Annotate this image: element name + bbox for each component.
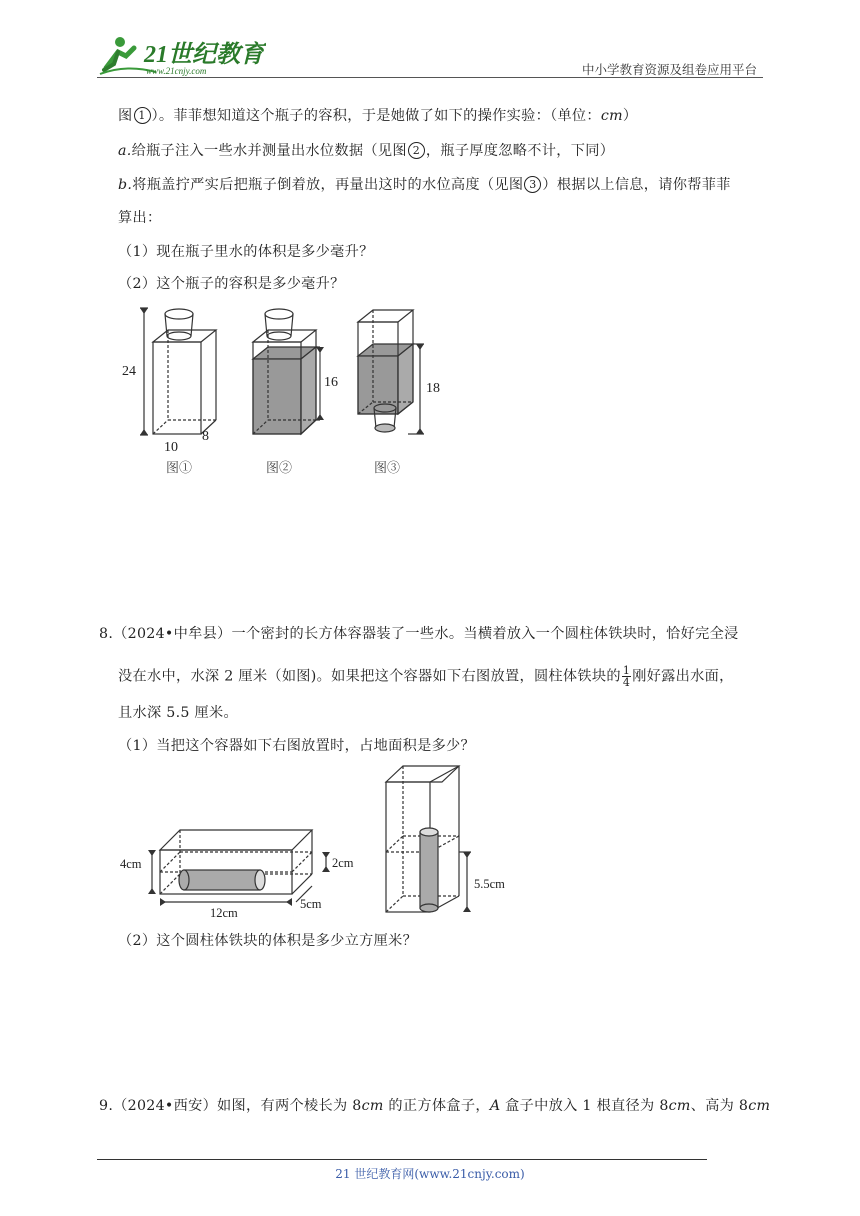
q7-step-a: a.给瓶子注入一些水并测量出水位数据（见图 2 ，瓶子厚度忽略不计，下同） [118, 143, 615, 159]
fig1-caption: 图① [166, 460, 193, 475]
fig3-caption: 图③ [374, 460, 401, 475]
q9-line-1: 9.（2024•西安）如图，有两个棱长为 8cm 的正方体盒子，A 盒子中放入 1 根直径为 8cm、高为 8cm [99, 1098, 771, 1114]
q7-subquestion-1: （1）现在瓶子里水的体积是多少毫升？ [118, 244, 374, 260]
container-figure [118, 760, 528, 925]
footer-text: 21 世纪教育网(www.21cnjy.com) [335, 1167, 525, 1181]
fig1-height-label: 24 [122, 364, 136, 379]
q7-intro-line: 图 1 ）。菲菲想知道这个瓶子的容积，于是她做了如下的操作实验：（单位：cm） [118, 108, 638, 124]
bottle-1-diagram [140, 308, 216, 435]
header-divider [97, 77, 763, 78]
q7-step-b-cont: 算出： [118, 210, 162, 226]
bottle-3-diagram [358, 310, 424, 434]
fig1-depth-label: 8 [202, 429, 209, 444]
q7-step-b: b.将瓶盖拧严实后把瓶子倒着放，再量出这时的水位高度（见图 3 ）根据以上信息，请你帮菲菲 [118, 177, 731, 193]
runner-icon [96, 30, 266, 80]
q8-line-2: 没在水中，水深 2 厘米（如图)。如果把这个容器如下右图放置，圆柱体铁块的 $\frac{1}{4}$ 刚好露出水面， [118, 664, 734, 689]
box-length-label: 12cm [210, 906, 238, 920]
site-logo [96, 30, 266, 80]
q8-subquestion-2: （2）这个圆柱体铁块的体积是多少立方厘米？ [118, 933, 418, 949]
q8-line-3: 且水深 5.5 厘米。 [118, 705, 239, 721]
fig3-height-label: 18 [426, 381, 440, 396]
upright-box-diagram [386, 766, 471, 912]
fig1-width-label: 10 [164, 440, 178, 455]
bottle-2-diagram [253, 309, 320, 434]
fraction-one-quarter: $\frac{1}{4}$ [622, 664, 631, 689]
bottle-figure [118, 300, 448, 480]
q7-subquestion-2: （2）这个瓶子的容积是多少毫升？ [118, 276, 345, 292]
fig2-height-label: 16 [324, 375, 338, 390]
box-height-label: 4cm [120, 857, 142, 871]
q8-subquestion-1: （1）当把这个容器如下右图放置时，占地面积是多少？ [118, 738, 476, 754]
platform-name: 中小学教育资源及组卷应用平台 [581, 62, 757, 77]
horizontal-box-diagram [152, 830, 326, 902]
logo-text: 21世纪教育 [144, 42, 264, 68]
upright-depth-label: 5.5cm [474, 877, 505, 891]
fig2-caption: 图② [266, 460, 293, 475]
box-width-label: 5cm [300, 897, 322, 911]
water-depth-label: 2cm [332, 856, 354, 870]
logo-url: www.21cnjy.com [146, 66, 207, 76]
footer-divider [97, 1159, 707, 1160]
q8-line-1: 8.（2024•中牟县）一个密封的长方体容器装了一些水。当横着放入一个圆柱体铁块时，恰好完全浸 [99, 626, 739, 642]
